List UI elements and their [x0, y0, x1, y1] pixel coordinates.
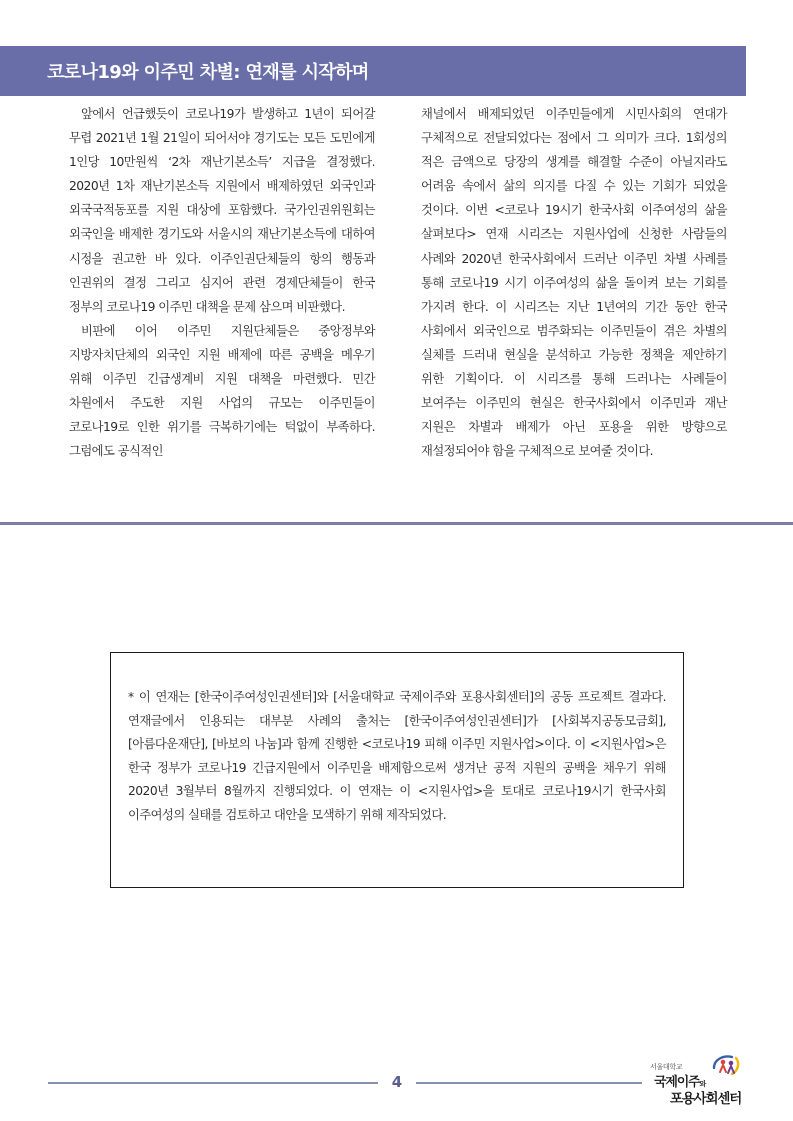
footer-rule-left: [48, 1082, 378, 1084]
paragraph-3: 채널에서 배제되었던 이주민들에게 시민사회의 연대가 구체적으로 전달되었다는 점에서 그 의미가 크다. 1회성의 적은 금액으로 당장의 생계를 해결할 수준이 아닐지라도 어려움 속에서 삶의 의지를 다질 수 있는 기회가 되었을 것이다. 이번 <코로나 19시기 한국사회 이주여성의 삶을 살펴보다> 연재 시리즈는 지원사업에 신청한 사람들의 사례와 2020년 한국사회에서 드러난 이주민 차별 사례를 통해 코로나19 시기 이주여성의 삶을 돌이켜 보는 기회를 가지려 한다. 이 시리즈는 지난 1년여의 기간 동안 한국 사회에서 외국인으로 범주화되는 이주민들이 겪은 차별의 실체를 드러내 현실을 분석하고 가능한 정책을 제안하기 위한 기획이다. 이 시리즈를 통해 드러나는 사례들이 보여주는 이주민의 현실은 한국사회에서 이주민과 재난 지원은 차별과 배제가 아닌 포용을 위한 방향으로 재설정되어야 함을 구체적으로 보여줄 것이다.: [421, 107, 727, 459]
center-logo: [648, 1054, 748, 1108]
section-title-bar: [0, 46, 746, 96]
logo-line-1-small: 와: [699, 1080, 707, 1088]
people-icon: [710, 1054, 742, 1078]
page-number: 4: [391, 1073, 403, 1091]
footnote-text: * 이 연재는 [한국이주여성인권센터]와 [서울대학교 국제이주와 포용사회센터]의 공동 프로젝트 결과다. 연재글에서 인용되는 대부분 사례의 출처는 [한국이주여성인권센터]가 [사회복지공동모금회], [아름다운재단], [바보의 나눔]과 함께 진행한 <코로나19 피해 이주민 지원사업>이다. 이 <지원사업>은 한국 정부가 코로나19 긴급지원에서 이주민을 배제함으로써 생겨난 공적 지원의 공백을 채우기 위해 2020년 3월부터 8월까지 진행되었다. 이 연재는 이 <지원사업>을 토대로 코로나19시기 한국사회 이주여성의 실태를 검토하고 대안을 모색하기 위해 제작되었다.: [128, 690, 666, 822]
logo-university: 서울대학교: [650, 1063, 683, 1071]
section-title: 코로나19와 이주민 차별: 연재를 시작하며: [47, 62, 369, 83]
article-right-column: [421, 102, 727, 463]
section-divider: [0, 522, 793, 525]
logo-line-2: 포용사회센터: [670, 1091, 742, 1107]
paragraph-1: 앞에서 언급했듯이 코로나19가 발생하고 1년이 되어갈 무렵 2021년 1월 21일이 되어서야 경기도는 모든 도민에게 1인당 10만원씩 ‘2차 재난기본소득’ 지급을 결정했다. 2020년 1차 재난기본소득 지원에서 배제하였던 외국인과 외국국적동포를 지원 대상에 포함했다. 국가인권위원회는 외국인을 배제한 경기도와 서울시의 재난기본소득에 대하여 시정을 권고한 바 있다. 이주인권단체들의 항의 행동과 인권위의 결정 그리고 심지어 관련 경제단체들이 한국 정부의 코로나19 이주민 대책을 문제 삼으며 비판했다.: [69, 107, 375, 314]
footer-rule-right: [416, 1082, 642, 1084]
footnote-box: [110, 652, 684, 888]
logo-line-1-main: 국제이주: [654, 1075, 700, 1090]
paragraph-2: 비판에 이어 이주민 지원단체들은 중앙정부와 지방자치단체의 외국인 지원 배제에 따른 공백을 메우기 위해 이주민 긴급생계비 지원 대책을 마련했다. 민간 차원에서 주도한 지원 사업의 규모는 이주민들이 코로나19로 인한 위기를 극복하기에는 턱없이 부족하다. 그럼에도 공식적인: [69, 323, 375, 459]
article-left-column: [69, 102, 375, 463]
